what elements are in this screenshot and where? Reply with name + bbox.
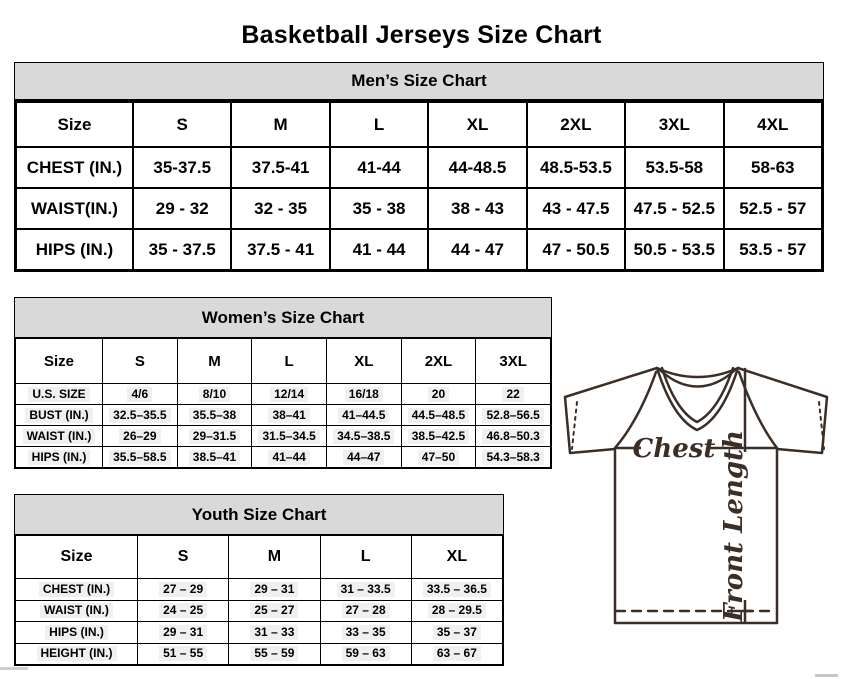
value-cell: 55 – 59	[229, 643, 320, 665]
column-header: L	[330, 102, 428, 147]
value-cell: 35 - 38	[330, 188, 428, 229]
value-cell: 22	[476, 384, 551, 405]
value-cell: 31 – 33.5	[320, 579, 411, 601]
table-row	[16, 579, 503, 601]
column-header: XL	[411, 536, 502, 579]
front-length-label: Front Length	[719, 430, 749, 622]
value-cell: 4/6	[103, 384, 178, 405]
column-header: M	[229, 536, 320, 579]
value-cell: 8/10	[177, 384, 252, 405]
value-cell: 47 - 50.5	[527, 229, 625, 270]
value-cell: 41-44	[330, 147, 428, 188]
value-cell: 31.5–34.5	[252, 426, 327, 447]
value-cell: 41 - 44	[330, 229, 428, 270]
jersey-measurement-diagram	[556, 356, 840, 636]
value-cell: 29 – 31	[229, 579, 320, 601]
scrollbar-remnant-right	[815, 674, 838, 677]
row-label: HIPS (IN.)	[16, 622, 138, 644]
value-cell: 27 – 28	[320, 600, 411, 622]
column-header: 2XL	[401, 339, 476, 384]
value-cell: 54.3–58.3	[476, 447, 551, 468]
column-header: M	[231, 102, 329, 147]
value-cell: 35-37.5	[133, 147, 231, 188]
column-header: XL	[428, 102, 526, 147]
row-label: WAIST(IN.)	[16, 188, 133, 229]
value-cell: 37.5-41	[231, 147, 329, 188]
value-cell: 53.5 - 57	[724, 229, 822, 270]
column-header: S	[133, 102, 231, 147]
value-cell: 37.5 - 41	[231, 229, 329, 270]
value-cell: 16/18	[326, 384, 401, 405]
value-cell: 26–29	[103, 426, 178, 447]
row-label: CHEST (IN.)	[16, 579, 138, 601]
value-cell: 52.8–56.5	[476, 405, 551, 426]
jersey-outline	[565, 368, 827, 623]
mens-chart-caption: Men’s Size Chart	[15, 63, 823, 101]
row-label: BUST (IN.)	[16, 405, 103, 426]
column-header: XL	[326, 339, 401, 384]
value-cell: 53.5-58	[625, 147, 723, 188]
table-row	[16, 405, 551, 426]
table-row	[16, 622, 503, 644]
table-row	[16, 447, 551, 468]
row-label: WAIST (IN.)	[16, 600, 138, 622]
size-column-header: Size	[16, 536, 138, 579]
value-cell: 41–44.5	[326, 405, 401, 426]
value-cell: 50.5 - 53.5	[625, 229, 723, 270]
row-label: HEIGHT (IN.)	[16, 643, 138, 665]
value-cell: 25 – 27	[229, 600, 320, 622]
value-cell: 47.5 - 52.5	[625, 188, 723, 229]
column-header: 2XL	[527, 102, 625, 147]
value-cell: 38–41	[252, 405, 327, 426]
value-cell: 31 – 33	[229, 622, 320, 644]
value-cell: 34.5–38.5	[326, 426, 401, 447]
column-header: S	[103, 339, 178, 384]
table-row	[16, 147, 822, 188]
header-row	[16, 339, 551, 384]
column-header: M	[177, 339, 252, 384]
value-cell: 28 – 29.5	[411, 600, 502, 622]
youth-chart-caption: Youth Size Chart	[15, 495, 503, 535]
column-header: L	[320, 536, 411, 579]
youth-size-table	[15, 535, 503, 665]
womens-chart-caption: Women’s Size Chart	[15, 298, 551, 338]
value-cell: 44 - 47	[428, 229, 526, 270]
value-cell: 29 – 31	[138, 622, 229, 644]
column-header: 3XL	[625, 102, 723, 147]
value-cell: 44.5–48.5	[401, 405, 476, 426]
value-cell: 47–50	[401, 447, 476, 468]
chest-label: Chest	[632, 434, 716, 464]
value-cell: 59 – 63	[320, 643, 411, 665]
value-cell: 58-63	[724, 147, 822, 188]
row-label: HIPS (IN.)	[16, 447, 103, 468]
column-header: L	[252, 339, 327, 384]
value-cell: 32 - 35	[231, 188, 329, 229]
value-cell: 63 – 67	[411, 643, 502, 665]
table-row	[16, 600, 503, 622]
value-cell: 32.5–35.5	[103, 405, 178, 426]
value-cell: 35 – 37	[411, 622, 502, 644]
table-row	[16, 643, 503, 665]
value-cell: 38.5–41	[177, 447, 252, 468]
value-cell: 20	[401, 384, 476, 405]
size-column-header: Size	[16, 102, 133, 147]
table-row	[16, 384, 551, 405]
column-header: S	[138, 536, 229, 579]
value-cell: 35 - 37.5	[133, 229, 231, 270]
value-cell: 52.5 - 57	[724, 188, 822, 229]
table-row	[16, 188, 822, 229]
column-header: 3XL	[476, 339, 551, 384]
value-cell: 43 - 47.5	[527, 188, 625, 229]
value-cell: 35.5–38	[177, 405, 252, 426]
collar-back-arc-outer	[657, 368, 738, 377]
size-column-header: Size	[16, 339, 103, 384]
value-cell: 27 – 29	[138, 579, 229, 601]
page-title: Basketball Jerseys Size Chart	[241, 20, 602, 49]
value-cell: 12/14	[252, 384, 327, 405]
row-label: WAIST (IN.)	[16, 426, 103, 447]
header-row	[16, 536, 503, 579]
mens-size-chart-section	[14, 62, 824, 272]
mens-size-table	[15, 101, 823, 271]
value-cell: 29 - 32	[133, 188, 231, 229]
column-header: 4XL	[724, 102, 822, 147]
row-label: U.S. SIZE	[16, 384, 103, 405]
value-cell: 38.5–42.5	[401, 426, 476, 447]
value-cell: 33 – 35	[320, 622, 411, 644]
womens-size-chart-section	[14, 297, 552, 469]
header-row	[16, 102, 822, 147]
table-row	[16, 229, 822, 270]
value-cell: 38 - 43	[428, 188, 526, 229]
scrollbar-remnant-left	[0, 667, 28, 670]
womens-size-table	[15, 338, 551, 468]
value-cell: 44–47	[326, 447, 401, 468]
value-cell: 51 – 55	[138, 643, 229, 665]
value-cell: 48.5-53.5	[527, 147, 625, 188]
value-cell: 46.8–50.3	[476, 426, 551, 447]
table-row	[16, 426, 551, 447]
row-label: HIPS (IN.)	[16, 229, 133, 270]
value-cell: 44-48.5	[428, 147, 526, 188]
row-label: CHEST (IN.)	[16, 147, 133, 188]
value-cell: 41–44	[252, 447, 327, 468]
value-cell: 35.5–58.5	[103, 447, 178, 468]
value-cell: 33.5 – 36.5	[411, 579, 502, 601]
youth-size-chart-section	[14, 494, 504, 666]
left-cuff-dashed-line	[572, 402, 577, 449]
value-cell: 24 – 25	[138, 600, 229, 622]
value-cell: 29–31.5	[177, 426, 252, 447]
